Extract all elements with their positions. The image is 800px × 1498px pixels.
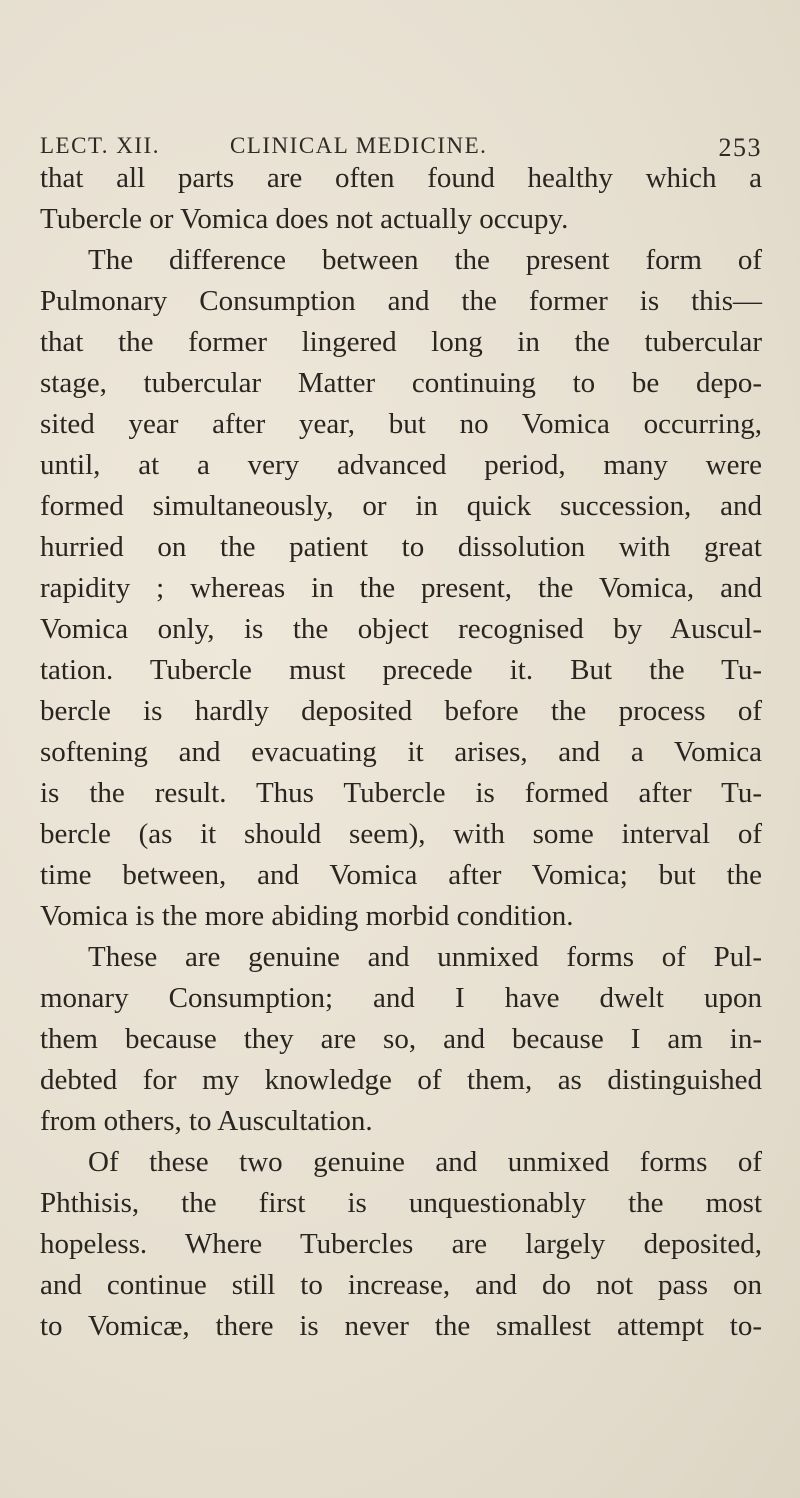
text-line: that all parts are often found healthy which a xyxy=(40,162,762,194)
text-line: Tubercle or Vomica does not actually occupy. xyxy=(40,203,569,235)
text-line: rapidity ; whereas in the present, the Vomica, and xyxy=(40,572,762,604)
text-line: The difference between the present form of xyxy=(88,244,762,276)
text-line: Vomica only, is the object recognised by Auscul- xyxy=(40,613,762,645)
text-line: stage, tubercular Matter continuing to be depo- xyxy=(40,367,762,399)
text-line: from others, to Auscultation. xyxy=(40,1105,373,1137)
text-line: Phthisis, the first is unquestionably the most xyxy=(40,1187,762,1219)
text-line: them because they are so, and because I am in- xyxy=(40,1023,762,1055)
text-line: These are genuine and unmixed forms of Pul- xyxy=(88,941,762,973)
text-line: Vomica is the more abiding morbid condition. xyxy=(40,900,574,932)
text-line: hurried on the patient to dissolution with great xyxy=(40,531,762,563)
text-line: until, at a very advanced period, many were xyxy=(40,449,762,481)
text-line: Pulmonary Consumption and the former is this— xyxy=(40,285,762,317)
text-line: tation. Tubercle must precede it. But the Tu- xyxy=(40,654,762,686)
text-line: debted for my knowledge of them, as distinguished xyxy=(40,1064,762,1096)
text-line: monary Consumption; and I have dwelt upon xyxy=(40,982,762,1014)
text-line: is the result. Thus Tubercle is formed after Tu- xyxy=(40,777,762,809)
text-line: to Vomicæ, there is never the smallest attempt to- xyxy=(40,1310,762,1342)
page-number: 253 xyxy=(718,133,762,162)
text-line: and continue still to increase, and do not pass on xyxy=(40,1269,762,1301)
text-line: time between, and Vomica after Vomica; but the xyxy=(40,859,762,891)
text-line: bercle is hardly deposited before the process of xyxy=(40,695,762,727)
text-line: softening and evacuating it arises, and a Vomica xyxy=(40,736,762,768)
text-line: hopeless. Where Tubercles are largely deposited, xyxy=(40,1228,762,1260)
book-title: CLINICAL MEDICINE. xyxy=(230,133,488,158)
text-line: formed simultaneously, or in quick succession, and xyxy=(40,490,762,522)
text-line: bercle (as it should seem), with some interval of xyxy=(40,818,762,850)
lecture-number: LECT. XII. xyxy=(40,133,160,158)
text-line: that the former lingered long in the tubercular xyxy=(40,326,762,358)
text-line: Of these two genuine and unmixed forms of xyxy=(88,1146,762,1178)
text-line: sited year after year, but no Vomica occurring, xyxy=(40,408,762,440)
